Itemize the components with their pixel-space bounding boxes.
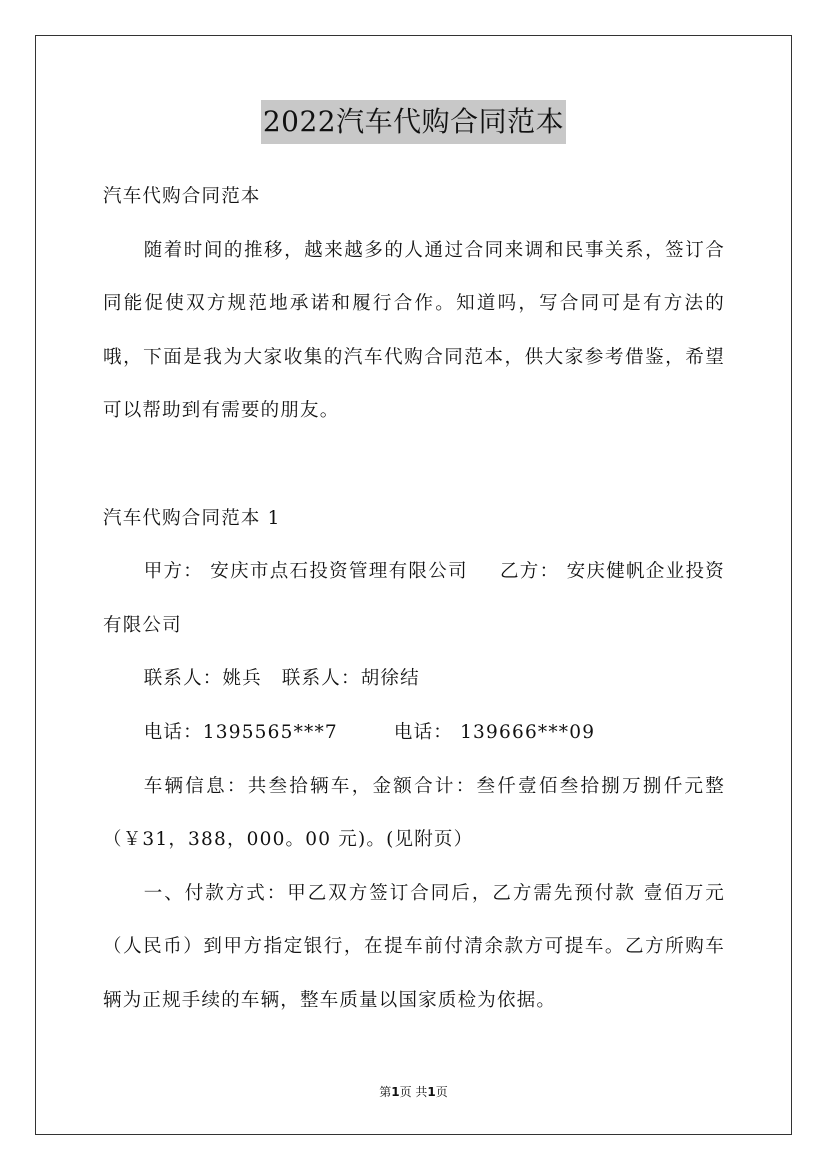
document-body <box>103 170 725 1028</box>
contact-a: 联系人：姚兵 <box>143 668 262 690</box>
phone-a: 电话：1395565***7 <box>143 721 338 743</box>
payment-paragraph[interactable]: 一、付款方式：甲乙双方签订合同后，乙方需先预付款 壹佰万元（人民币）到甲方指定银行，在提车前付清余款方可提车。乙方所购车辆为正规手续的车辆，整车质量以国家质检为依据。 <box>103 882 725 1011</box>
phones-paragraph[interactable] <box>103 706 725 760</box>
party-b: 乙方： 安庆健帆企业投资有限公司 <box>103 561 725 636</box>
title-container <box>0 100 827 144</box>
footer-suffix: 页 <box>435 1085 448 1099</box>
contact-b: 联系人：胡徐结 <box>281 668 420 690</box>
document-title[interactable]: 2022汽车代购合同范本 <box>261 100 566 144</box>
contacts-paragraph[interactable] <box>103 652 725 706</box>
footer-page-total: 1 <box>427 1085 436 1099</box>
blank-line <box>103 438 725 492</box>
document-heading[interactable]: 汽车代购合同范本 <box>103 186 261 207</box>
party-a: 甲方： 安庆市点石投资管理有限公司 <box>143 561 468 583</box>
vehicle-info-paragraph[interactable]: 车辆信息：共叁拾辆车，金额合计：叁仟壹佰叁拾捌万捌仟元整（￥31，388，000。00 元)。(见附页） <box>103 775 725 851</box>
footer-page-number: 1 <box>391 1085 400 1099</box>
footer-prefix: 第 <box>379 1085 392 1099</box>
footer-mid: 页 共 <box>399 1085 428 1099</box>
parties-paragraph[interactable] <box>103 545 725 652</box>
page-footer <box>0 1083 827 1100</box>
phone-b: 电话： 139666***09 <box>393 721 596 743</box>
section-heading[interactable]: 汽车代购合同范本 1 <box>103 507 281 529</box>
intro-paragraph[interactable]: 随着时间的推移，越来越多的人通过合同来调和民事关系，签订合同能促使双方规范地承诺和履行合作。知道吗，写合同可是有方法的哦，下面是我为大家收集的汽车代购合同范本，供大家参考借鉴，希望可以帮助到有需要的朋友。 <box>103 239 725 422</box>
